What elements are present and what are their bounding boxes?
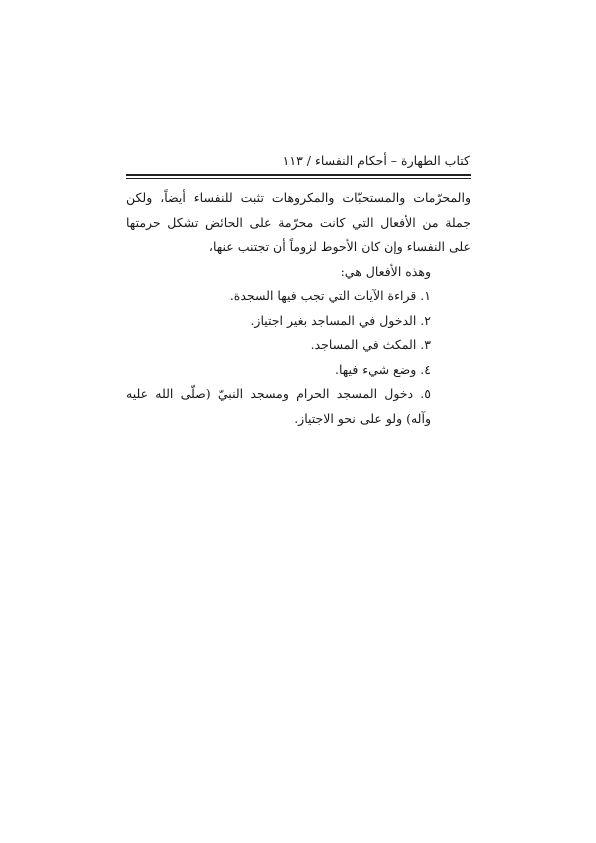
intro-paragraph: والمحرّمات والمستحبّات والمكروهات تثبت للنفساء أيضاً، ولكن جملة من الأفعال التي كانت محرّمة على الحائض تشكل حرمتها على النفساء وإن كان الأحوط لزوماً أن تجتنب عنها،: [126, 190, 471, 254]
list-item: ١. قراءة الآيات التي تجب فيها السجدة.: [229, 288, 431, 303]
body-text: [126, 186, 471, 431]
header-rule-thin: [126, 178, 471, 179]
list-intro: وهذه الأفعال هي:: [340, 263, 431, 279]
running-header: كتاب الطهارة – أحكام النفساء / ١١٣: [282, 153, 470, 168]
list-item: ٢. الدخول في المساجد بغير اجتياز.: [250, 312, 431, 328]
list-item: ٤. وضع شيء فيها.: [335, 361, 431, 377]
header-rule-thick: [126, 174, 471, 176]
list-item: ٥. دخول المسجد الحرام ومسجد النبيّ (صلّى الله عليه وآله) ولو على نحو الاجتياز.: [126, 386, 431, 426]
prohibited-acts-list: [126, 284, 471, 431]
list-item: ٣. المكث في المساجد.: [310, 337, 431, 352]
